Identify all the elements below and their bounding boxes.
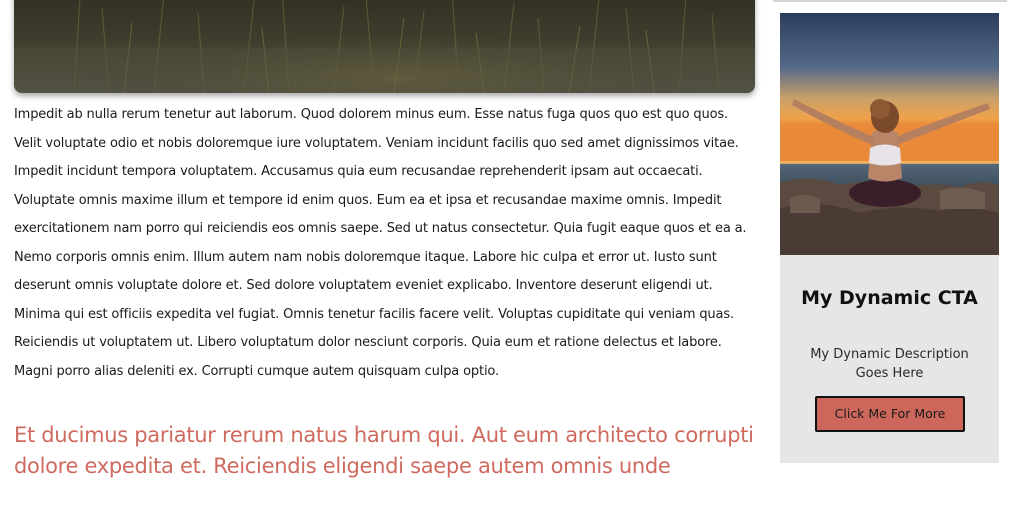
article-body-text: Impedit ab nulla rerum tenetur aut laborum. Quod dolorem minus eum. Esse natus fuga quos quo est quo quos. Velit voluptate odio et nobis doloremque iure voluptatem. Veniam incidunt facilis quo sed amet dignissimos vitae. Impedit incidunt tempora voluptatem. Accusamus quia eum recusandae reprehenderit ipsam aut occaecati. Voluptate omnis maxime illum et tempore id enim quos. Eum ea et ipsa et recusandae maxime omnis. Impedit exercitationem nam porro qui reiciendis eos omnis saepe. Sed ut natus consectetur. Quia fugit eaque quos et ea a. Nemo corporis omnis enim. Illum autem nam nobis doloremque itaque. Labore hic culpa et error ut. Iusto sunt deserunt omnis voluptate dolore et. Sed dolore voluptatem eveniet explicabo. Inventore deserunt eligendi ut. Minima qui est officiis expedita vel fugiat. Omnis tenetur facilis facere velit. Voluptas cupiditate qui veniam quas. Reiciendis ut voluptatem ut. Libero voluptatum dolor nesciunt corporis. Quia eum et ratione delectus et labore. Magni porro alias deleniti ex. Corrupti cumque autem quisquam culpa optio. (14, 107, 747, 379)
cta-image (780, 13, 999, 255)
cta-button[interactable]: Click Me For More (815, 396, 965, 432)
cta-description: My Dynamic Description Goes Here (810, 347, 969, 381)
hero-image (14, 0, 755, 93)
cta-card (780, 13, 999, 463)
article-subheading: Et ducimus pariatur rerum natus harum qui. Aut eum architecto corrupti dolore expedita et. Reiciendis eligendi saepe autem omnis unde (14, 423, 754, 478)
cta-title: My Dynamic CTA (801, 287, 978, 309)
sidebar-divider (773, 0, 1007, 2)
